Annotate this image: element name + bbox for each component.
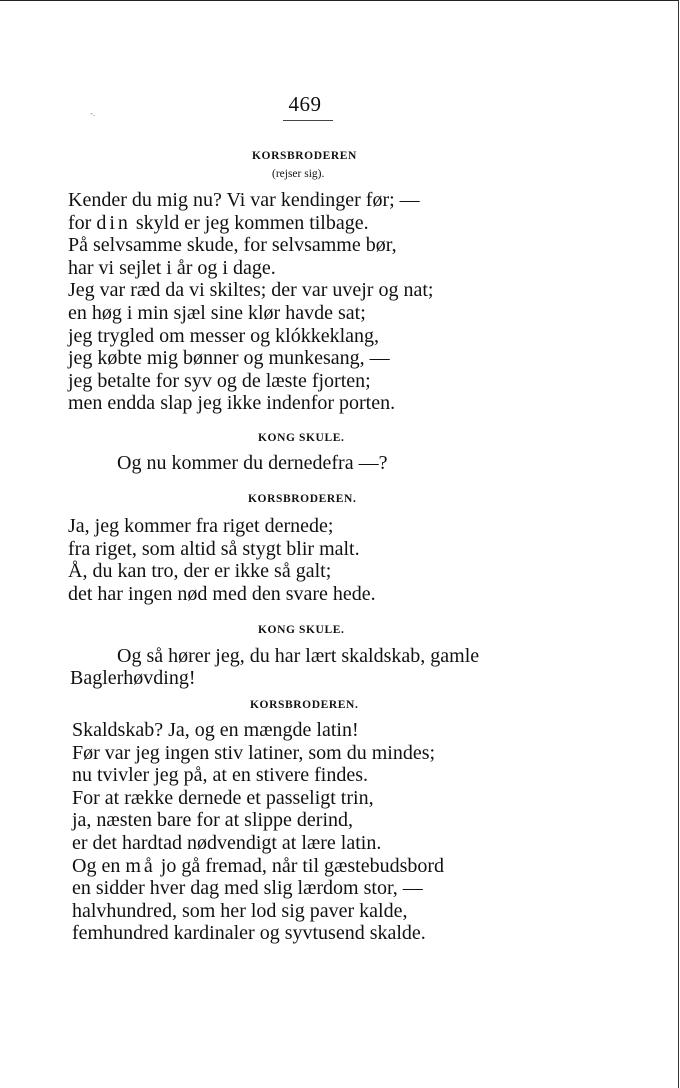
- verse-block-3: [72, 719, 444, 945]
- speaker-korsbroderen: KORSBRODEREN.: [250, 699, 359, 711]
- verse-line: er det hardtad nødvendigt at lære latin.: [72, 831, 382, 854]
- verse-line: har vi sejlet i år og i dage.: [68, 256, 276, 279]
- dialogue-line: Og så hører jeg, du har lært skaldskab, gamle: [117, 645, 480, 667]
- margin-mark: -.: [90, 108, 96, 118]
- verse-line: femhundred kardinaler og syvtusend skalde.: [72, 922, 426, 945]
- verse-block-2: [68, 515, 376, 605]
- stage-direction: (rejser sig).: [272, 168, 325, 180]
- verse-line: På selvsamme skude, for selvsamme bør,: [68, 234, 397, 257]
- verse-line: det har ingen nød med den svare hede.: [68, 582, 376, 605]
- emphasis-word: din: [96, 211, 131, 234]
- verse-line: jeg betalte for syv og de læste fjorten;: [68, 369, 371, 392]
- speaker-korsbroderen: KORSBRODEREN.: [248, 493, 357, 505]
- speaker-kong-skule: KONG SKULE.: [258, 624, 345, 636]
- verse-line: Kender du mig nu? Vi var kendinger før; —: [68, 189, 420, 211]
- page-number-rule: [283, 120, 333, 121]
- verse-line: ja, næsten bare for at slippe derind,: [72, 809, 354, 832]
- verse-line: Å, du kan tro, der er ikke så galt;: [68, 560, 332, 583]
- verse-line: jeg trygled om messer og klókkeklang,: [68, 324, 380, 347]
- verse-line: jeg købte mig bønner og munkesang, —: [68, 347, 390, 370]
- verse-line: nu tvivler jeg på, at en stivere findes.: [72, 764, 369, 787]
- verse-line: fra riget, som altid så stygt blir malt.: [68, 537, 360, 560]
- verse-line: en sidder hver dag med slig lærdom stor, —: [72, 877, 423, 900]
- verse-line: Skaldskab? Ja, og en mængde latin!: [72, 719, 359, 741]
- page-number: 469: [288, 92, 322, 116]
- verse-line: men endda slap jeg ikke indenfor porten.: [68, 392, 396, 415]
- verse-line: halvhundred, som her lod sig paver kalde,: [72, 899, 408, 922]
- speaker-kong-skule: KONG SKULE.: [258, 432, 345, 444]
- dialogue-line: Og nu kommer du dernedefra —?: [117, 452, 388, 474]
- verse-line: en høg i min sjæl sine klør havde sat;: [68, 301, 366, 324]
- verse-line: For at række dernede et passeligt trin,: [72, 786, 374, 809]
- emphasis-word: må: [125, 854, 156, 877]
- verse-line: for din skyld er jeg kommen tilbage.: [68, 211, 369, 234]
- verse-line: Jeg var ræd da vi skiltes; der var uvejr og nat;: [68, 279, 434, 302]
- dialogue-line: Baglerhøvding!: [70, 667, 196, 689]
- verse-line: Før var jeg ingen stiv latiner, som du mindes;: [72, 741, 436, 764]
- verse-block-1: [68, 189, 433, 415]
- speaker-korsbroderen: KORSBRODEREN: [252, 150, 357, 162]
- page-edge-top: [0, 0, 678, 1]
- verse-line: Og en må jo gå fremad, når til gæstebudsbord: [72, 854, 445, 877]
- verse-line: Ja, jeg kommer fra riget dernede;: [68, 515, 334, 537]
- page-edge-right: [678, 0, 679, 1088]
